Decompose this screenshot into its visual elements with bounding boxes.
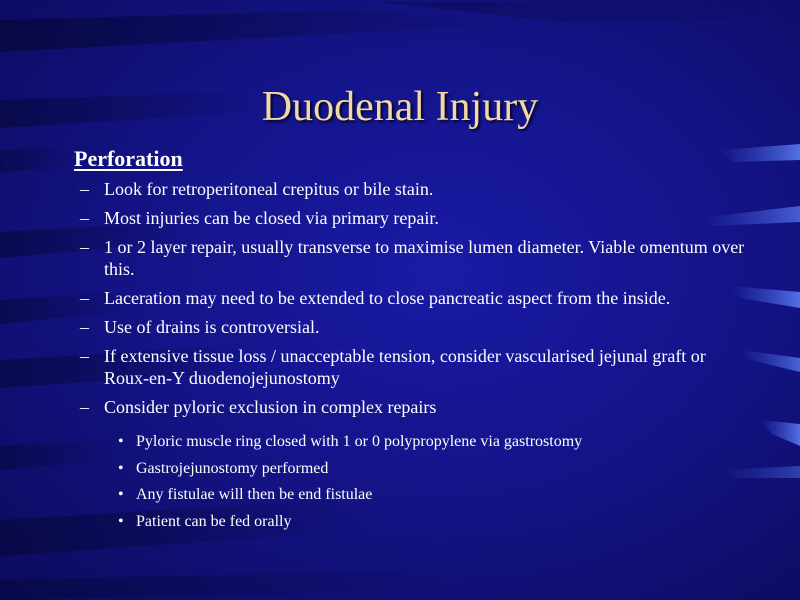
main-point	[80, 207, 750, 229]
bullet-marker: •	[118, 459, 124, 477]
main-point-list	[80, 178, 750, 425]
main-point	[80, 287, 750, 309]
main-point	[80, 396, 750, 418]
main-point	[80, 178, 750, 200]
dash-marker: –	[80, 179, 89, 199]
main-point	[80, 236, 750, 280]
sub-point	[118, 432, 738, 452]
sub-point-text: Gastrojejunostomy performed	[136, 459, 329, 477]
sub-point-list	[118, 432, 738, 538]
main-point-text: Consider pyloric exclusion in complex repairs	[104, 397, 437, 417]
slide-title: Duodenal Injury	[261, 84, 539, 130]
main-point-text: Most injuries can be closed via primary repair.	[104, 208, 439, 228]
dash-marker: –	[80, 317, 89, 337]
main-point-text: 1 or 2 layer repair, usually transverse to maximise lumen diameter. Viable omentum over this.	[104, 237, 745, 279]
bullet-marker: •	[118, 433, 124, 450]
dash-marker: –	[80, 397, 89, 417]
sub-point	[118, 512, 738, 532]
main-point-text: Use of drains is controversial.	[104, 317, 320, 337]
main-point-text: If extensive tissue loss / unacceptable tension, consider vascularised jejunal graft or Roux-en-Y duodenojejunostomy	[104, 346, 706, 388]
section-heading: Perforation	[74, 146, 183, 171]
dash-marker: –	[80, 208, 89, 228]
sub-point-text: Pyloric muscle ring closed with 1 or 0 polypropylene via gastrostomy	[136, 433, 583, 450]
sub-point	[118, 459, 738, 479]
dash-marker: –	[80, 288, 89, 308]
main-point	[80, 316, 750, 338]
bullet-marker: •	[118, 486, 124, 503]
main-point-text: Laceration may need to be extended to close pancreatic aspect from the inside.	[104, 288, 671, 308]
bullet-marker: •	[118, 512, 124, 530]
sub-point-text: Any fistulae will then be end fistulae	[136, 486, 373, 503]
sub-point-text: Patient can be fed orally	[136, 512, 292, 530]
main-point-text: Look for retroperitoneal crepitus or bile stain.	[104, 179, 434, 199]
dash-marker: –	[80, 346, 89, 366]
sub-point	[118, 485, 738, 505]
dash-marker: –	[80, 237, 89, 257]
main-point	[80, 345, 750, 389]
